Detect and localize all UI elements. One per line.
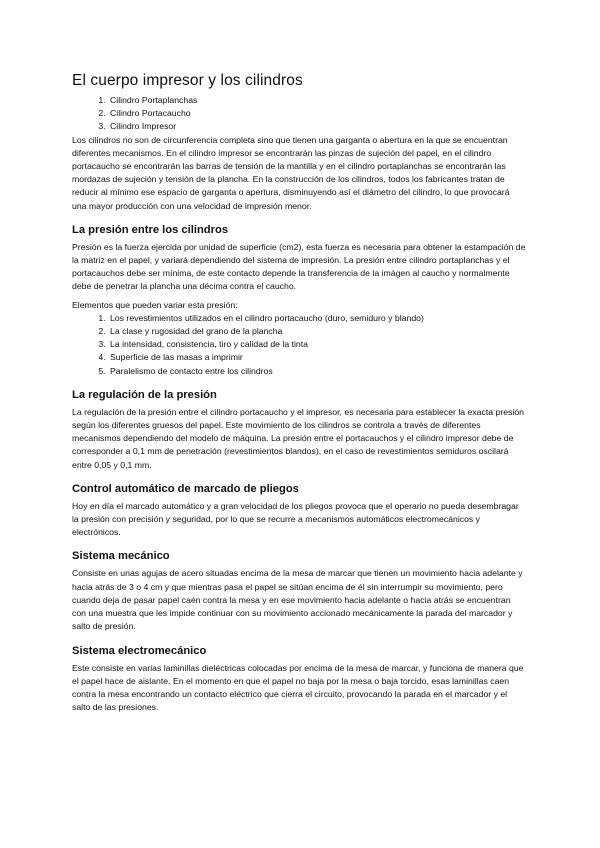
regulation-paragraph: La regulación de la presión entre el cilindro portacaucho y el impresor, es necesaria para establecer la exacta presión según los diferentes gruesos del papel. Este movimiento de los cilindros se controla a través de diferentes mecanismos dependiendo del modelo de máquina. La presión entre el portacauchos y el cilindro impresor debe de corresponder a 0,1 mm de penetración (revestimientos blandos), en el caso de revestimientos semiduros oscilará entre 0,05 y 0,1 mm. xyxy=(72,406,525,470)
list-item: 4. Superficie de las masas a imprimir xyxy=(108,351,526,364)
list-item: 1. Cilindro Portaplanchas xyxy=(108,94,526,107)
control-paragraph: Hoy en día el marcado automático y a gran velocidad de los pliegos provoca que el operario no pueda desembragar la presión con precisión y seguridad, por lo que se recurre a mecanismos automáticos electromecánicos y electrónicos. xyxy=(72,500,519,538)
list-item: 1. Los revestimientos utilizados en el cilindro portacaucho (duro, semiduro y blando) xyxy=(108,312,526,325)
pressure-elements-list xyxy=(72,312,526,378)
section-heading-control: Control automático de marcado de pliegos xyxy=(72,482,299,495)
list-item: 2. Cilindro Portacaucho xyxy=(108,107,526,120)
section-heading-mechanical: Sistema mecánico xyxy=(72,550,170,563)
list-item: 3. La intensidad, consistencia, tiro y calidad de la tinta xyxy=(108,338,526,351)
list-item: 2. La clase y rugosidad del grano de la plancha xyxy=(108,325,526,338)
list-item: 5. Paralelismo de contacto entre los cilindros xyxy=(108,365,526,378)
section-heading-regulation: La regulación de la presión xyxy=(72,388,217,401)
pressure-elements-intro: Elementos que pueden variar esta presión: xyxy=(72,299,238,310)
section-heading-pressure: La presión entre los cilindros xyxy=(72,223,229,236)
intro-paragraph: Los cilindros no son de circunferencia completa sino que tienen una garganta o abertura en la que se encuentran diferentes mecanismos. En el cilindro impresor se encontrarán las pinzas de sujeción del papel, en el cilindro portacaucho se encontrarán las barras de tensión de la mantilla y en el cilindro portaplanchas se encontrarán las mordazas de sujeción y tensión de la plancha. En la construcción de los cilindros, todos los fabricantes tratan de reducir al mínimo ese espacio de garganta o apertura, disminuyendo así el diámetro del cilindro, lo que provocará una mayor producción con una velocidad de impresión menor. xyxy=(72,134,510,211)
electromechanical-paragraph: Este consiste en varias laminillas dieléctricas colocadas por encima de la mesa de marcar, y funciona de manera que el papel hace de aislante. En el momento en que el papel no baja por la mesa o baja torcido, esas laminillas caen contra la mesa encontrando un contacto eléctrico que cierra el circuito, provocando la parada en el marcador y el salto de las presiones. xyxy=(72,662,524,713)
pressure-paragraph: Presión es la fuerza ejercida por unidad de superficie (cm2), esta fuerza es necesaria para obtener la estampación de la matriz en el papel, y variará dependiendo del sistema de impresión. La presión entre cilindro portaplanchas y el portacauchos debe ser mínima, de este contacto depende la transferencia de la imágen al caucho y normalmente debe de penetrar la plancha una décima contra el caucho. xyxy=(72,241,526,292)
list-item: 3. Cilindro Impresor xyxy=(108,120,526,133)
mechanical-paragraph: Consiste en unas agujas de acero situadas encima de la mesa de marcar que tienen un movimiento hacia adelante y hacia atrás de 3 o 4 cm y que mientras pasa el papel se sitúan encima de él sin interrumpir su movimiento, pero cuando deja de pasar papel caén contra la mesa y en ese movimiento hacia adelante o hacia atrás se encuentran con una muestra que les impide continuar con su movimiento accionado mecánicamente la parada del marcador y salto de presión. xyxy=(72,568,523,632)
section-heading-electromechanical: Sistema electromecánico xyxy=(72,644,207,657)
cylinder-list xyxy=(72,94,526,134)
page-title: El cuerpo impresor y los cilindros xyxy=(72,72,303,89)
document-page xyxy=(72,72,526,714)
